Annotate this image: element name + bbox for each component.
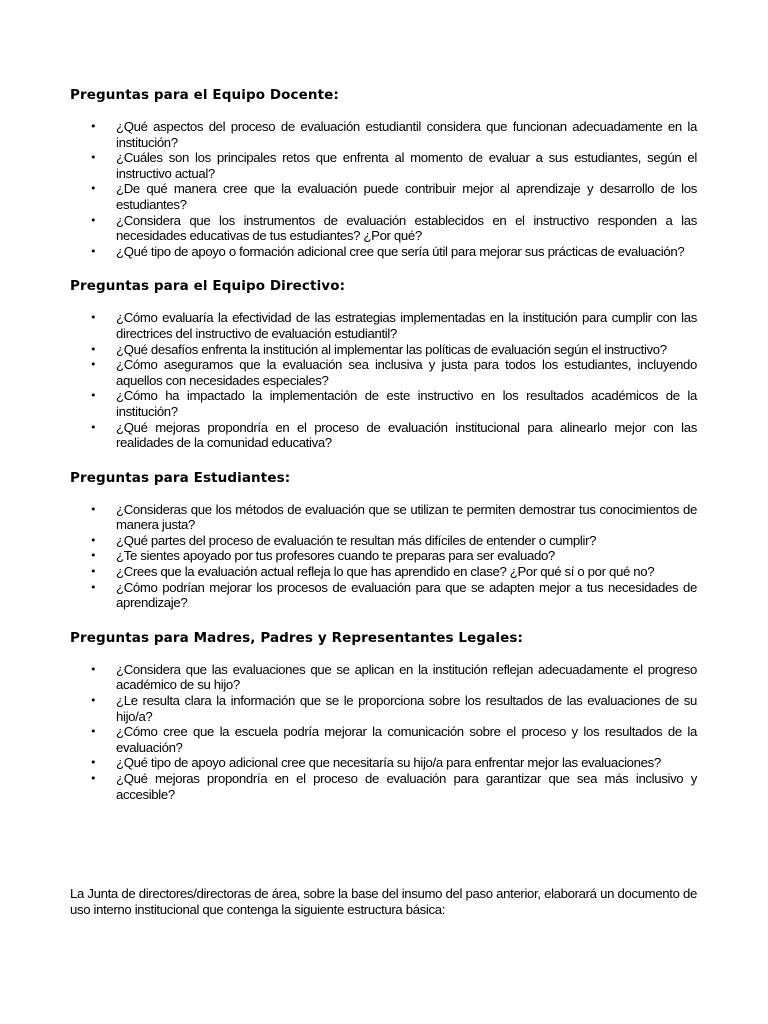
document-body	[70, 86, 697, 820]
list-item	[70, 533, 697, 549]
question-text: ¿Considera que las evaluaciones que se aplican en la institución reflejan adecuadamente el progreso académico de su hijo?	[116, 661, 697, 693]
list-item	[70, 755, 697, 771]
section-title: Preguntas para el Equipo Docente:	[70, 87, 339, 103]
question-text: ¿Qué partes del proceso de evaluación te resultan más difíciles de entender o cumplir?	[116, 532, 597, 548]
section-madres-padres-representantes	[70, 629, 697, 802]
list-item	[70, 357, 697, 388]
question-list	[70, 662, 697, 802]
bullet-icon: •	[90, 213, 97, 227]
section-title: Preguntas para Estudiantes:	[70, 469, 291, 486]
section-equipo-directivo	[70, 277, 697, 450]
question-list	[70, 310, 697, 450]
section-title: Preguntas para Madres, Padres y Representantes Legales:	[70, 629, 523, 646]
list-item	[70, 150, 697, 181]
closing-paragraph: La Junta de directores/directoras de área, sobre la base del insumo del paso anterior, elaborará un documento de uso interno institucional que contenga la siguiente estructura básica:	[70, 886, 697, 917]
question-list	[70, 119, 697, 259]
bullet-icon: •	[90, 342, 97, 356]
question-text: ¿Crees que la evaluación actual refleja lo que has aprendido en clase? ¿Por qué sí o por qué no?	[116, 564, 655, 580]
question-text: ¿Qué aspectos del proceso de evaluación estudiantil considera que funcionan adecuadamente en la institución?	[116, 119, 697, 150]
list-item	[70, 564, 697, 580]
question-text: ¿Cómo podrían mejorar los procesos de evaluación para que se adapten mejor a tus necesidades de aprendizaje?	[116, 579, 697, 611]
bullet-icon: •	[90, 182, 97, 196]
bullet-icon: •	[90, 772, 97, 785]
list-item	[70, 119, 697, 150]
bullet-icon: •	[90, 565, 97, 579]
list-item	[70, 310, 697, 341]
question-text: ¿De qué manera cree que la evaluación puede contribuir mejor al aprendizaje y desarrollo de los estudiantes?	[116, 181, 697, 212]
bullet-icon: •	[90, 694, 97, 708]
list-item	[70, 213, 697, 244]
question-text: ¿Qué tipo de apoyo o formación adicional cree que sería útil para mejorar sus prácticas de evaluación?	[116, 243, 685, 259]
list-item	[70, 662, 697, 693]
list-item	[70, 771, 697, 802]
bullet-icon: •	[90, 311, 97, 325]
question-text: ¿Qué mejoras propondría en el proceso de evaluación institucional para alinearlo mejor con las realidades de la comunidad educativa?	[116, 419, 697, 451]
bullet-icon: •	[90, 120, 97, 133]
bullet-icon: •	[90, 389, 97, 403]
question-text: ¿Qué desafíos enfrenta la institución al implementar las políticas de evaluación según el instructivo?	[116, 341, 667, 357]
bullet-icon: •	[90, 549, 97, 563]
question-text: ¿Cómo aseguramos que la evaluación sea inclusiva y justa para todos los estudiantes, incluyendo aquellos con necesidades especiales?	[116, 357, 697, 388]
question-text: ¿Qué mejoras propondría en el proceso de evaluación para garantizar que sea más inclusivo y accesible?	[116, 771, 697, 802]
bullet-icon: •	[90, 725, 97, 739]
question-text: ¿Cómo evaluaría la efectividad de las estrategias implementadas en la institución para cumplir con las directrices del instructivo de evaluación estudiantil?	[116, 310, 697, 341]
bullet-icon: •	[90, 151, 97, 165]
list-item	[70, 580, 697, 611]
question-text: ¿Qué tipo de apoyo adicional cree que necesitaría su hijo/a para enfrentar mejor las evaluaciones?	[116, 755, 661, 771]
question-text: ¿Le resulta clara la información que se le proporciona sobre los resultados de las evaluaciones de su hijo/a?	[116, 693, 697, 724]
list-item	[70, 388, 697, 419]
question-text: ¿Consideras que los métodos de evaluación que se utilizan te permiten demostrar tus conocimientos de manera justa?	[116, 501, 697, 533]
bullet-icon: •	[90, 533, 97, 547]
list-item	[70, 724, 697, 755]
question-text: ¿Considera que los instrumentos de evaluación establecidos en el instructivo responden a las necesidades educativas de tus estudiantes? ¿Por qué?	[116, 212, 697, 244]
section-title: Preguntas para el Equipo Directivo:	[70, 278, 346, 295]
list-item	[70, 244, 697, 260]
bullet-icon: •	[90, 502, 97, 516]
bullet-icon: •	[90, 420, 97, 434]
bullet-icon: •	[90, 580, 97, 594]
section-equipo-docente	[70, 86, 697, 259]
bullet-icon: •	[90, 756, 97, 770]
question-text: ¿Cómo cree que la escuela podría mejorar la comunicación sobre el proceso y los resultados de la evaluación?	[116, 724, 697, 755]
bullet-icon: •	[90, 244, 97, 258]
list-item	[70, 548, 697, 564]
bullet-icon: •	[90, 662, 97, 676]
question-text: ¿Cuáles son los principales retos que enfrenta al momento de evaluar a sus estudiantes, según el instructivo actual?	[116, 150, 697, 181]
question-text: ¿Cómo ha impactado la implementación de este instructivo en los resultados académicos de la institución?	[116, 388, 697, 419]
list-item	[70, 693, 697, 724]
bullet-icon: •	[90, 358, 97, 372]
section-estudiantes	[70, 469, 697, 611]
list-item	[70, 420, 697, 451]
list-item	[70, 181, 697, 212]
list-item	[70, 502, 697, 533]
question-list	[70, 502, 697, 611]
question-text: ¿Te sientes apoyado por tus profesores cuando te preparas para ser evaluado?	[116, 548, 555, 564]
list-item	[70, 342, 697, 358]
